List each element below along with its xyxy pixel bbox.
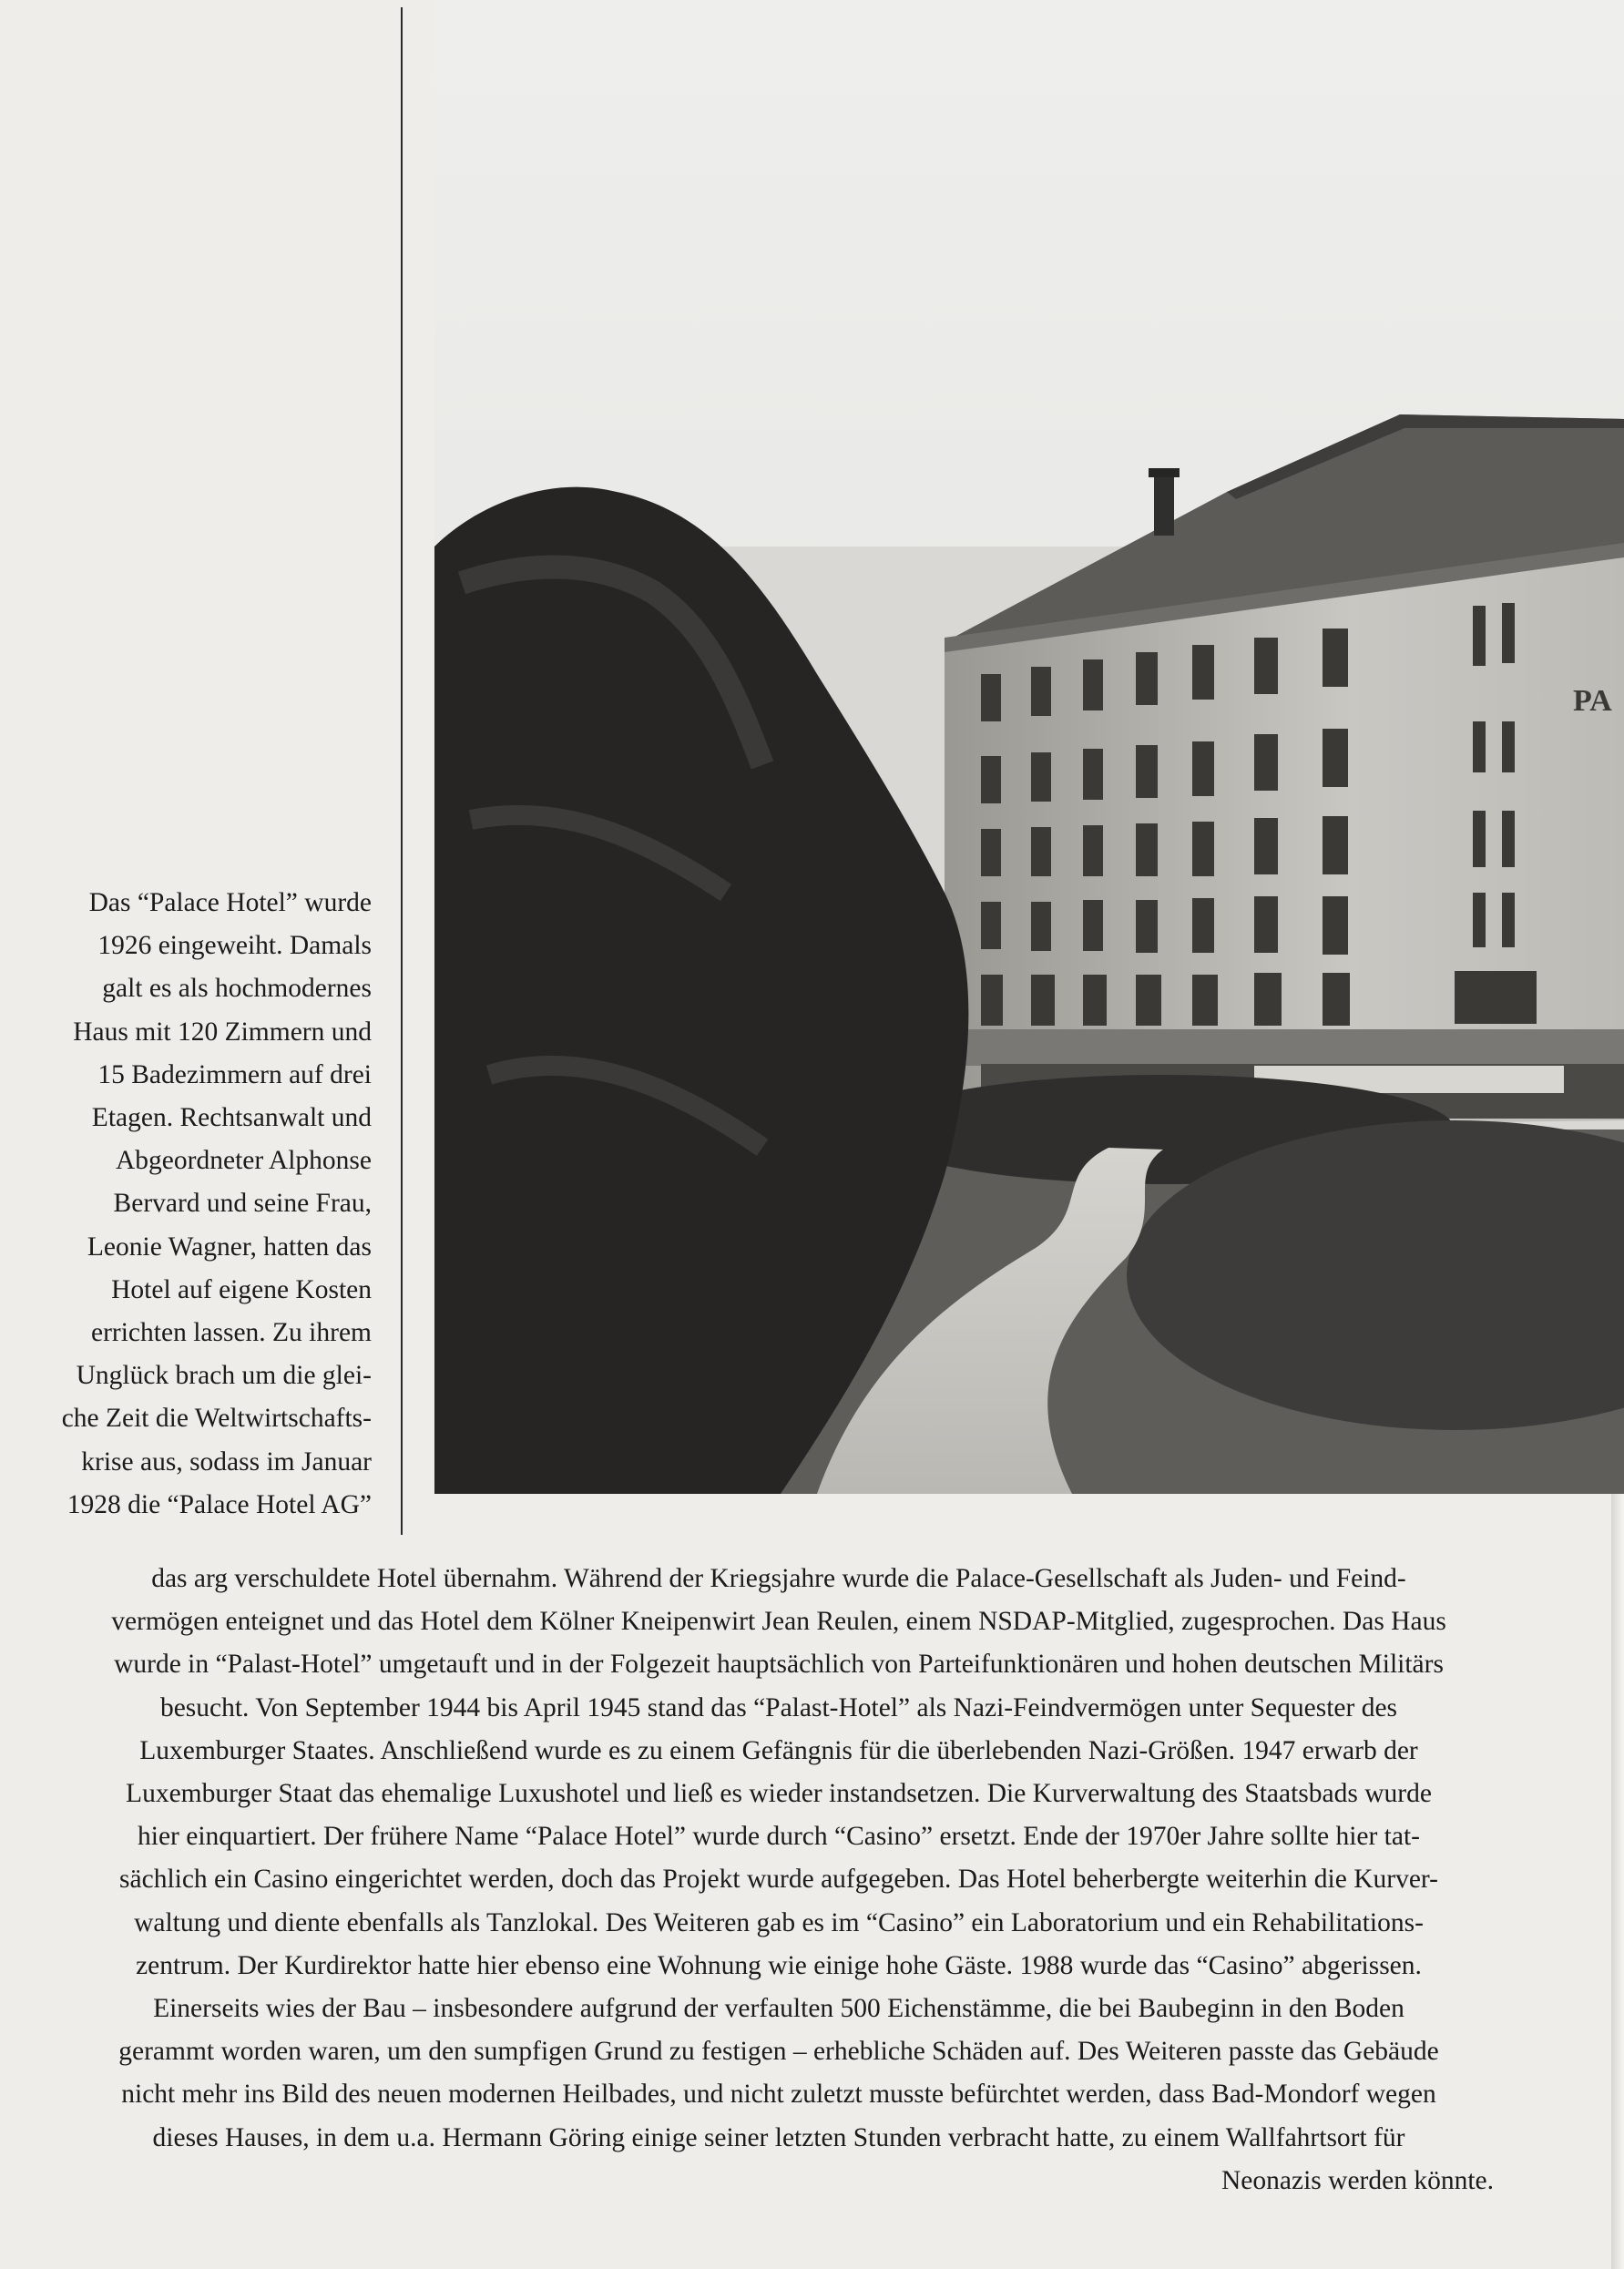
facade-lettering: PA bbox=[1573, 684, 1612, 718]
caption-line: galt es als hochmodernes bbox=[102, 974, 372, 1004]
photo-caption bbox=[27, 882, 372, 1527]
caption-line: Das “Palace Hotel” wurde bbox=[88, 888, 372, 917]
caption-line: Unglück brach um die glei- bbox=[76, 1361, 372, 1391]
body-line-last: Neonazis werden könnte. bbox=[1221, 2165, 1494, 2195]
caption-line: 15 Badezimmern auf drei bbox=[97, 1059, 372, 1089]
body-line: dieses Hauses, in dem u.a. Hermann Göring einige seiner letzten Stunden verbracht hatte, zu einem Wallfahrtsort für bbox=[152, 2122, 1405, 2152]
body-line: Luxemburger Staates. Anschließend wurde es zu einem Gefängnis für die überlebenden Nazi-Größen. 1947 erwarb der bbox=[139, 1735, 1418, 1765]
body-line: Luxemburger Staat das ehemalige Luxushotel und ließ es wieder instandsetzen. Die Kurverwaltung des Staatsbads wurde bbox=[126, 1779, 1432, 1809]
caption-line: krise aus, sodass im Januar bbox=[81, 1446, 372, 1477]
body-line: das arg verschuldete Hotel übernahm. Während der Kriegsjahre wurde die Palace-Gesellschaft als Juden- und Feind- bbox=[151, 1564, 1406, 1593]
body-line: zentrum. Der Kurdirektor hatte hier ebenso eine Wohnung wie einige hohe Gäste. 1988 wurde das “Casino” abgerissen. bbox=[136, 1950, 1422, 1980]
hotel-photo bbox=[434, 0, 1624, 1494]
caption-line: Bervard und seine Frau, bbox=[113, 1189, 372, 1219]
body-line: vermögen enteignet und das Hotel dem Kölner Kneipenwirt Jean Reulen, einem NSDAP-Mitglied, zugesprochen. Das Haus bbox=[111, 1607, 1446, 1637]
body-line: Einerseits wies der Bau – insbesondere aufgrund der verfaulten 500 Eichenstämme, die bei Baubeginn in den Boden bbox=[153, 1994, 1404, 2024]
body-line: gerammt worden waren, um den sumpfigen Grund zu festigen – erhebliche Schäden auf. Des Weiteren passte das Gebäude bbox=[118, 2037, 1439, 2067]
caption-line: Haus mit 120 Zimmern und bbox=[73, 1017, 372, 1047]
body-line: besucht. Von September 1944 bis April 1945 stand das “Palast-Hotel” als Nazi-Feindvermögen unter Sequester des bbox=[159, 1692, 1398, 1722]
caption-line: Leonie Wagner, hatten das bbox=[87, 1232, 372, 1262]
body-line: nicht mehr ins Bild des neuen modernen Heilbades, und nicht zuletzt musste befürchtet werden, dass Bad-Mondorf wegen bbox=[121, 2080, 1436, 2110]
body-line: sächlich ein Casino eingerichtet werden, doch das Projekt wurde aufgegeben. Das Hotel beherbergte weiterhin die Kurver- bbox=[119, 1865, 1438, 1895]
body-line: hier einquartiert. Der frühere Name “Palace Hotel” wurde durch “Casino” ersetzt. Ende der 1970er Jahre sollte hier tat- bbox=[138, 1822, 1420, 1852]
caption-line: 1926 eingeweiht. Damals bbox=[97, 931, 372, 961]
caption-line: Etagen. Rechtsanwalt und bbox=[91, 1103, 372, 1133]
caption-line: Abgeordneter Alphonse bbox=[116, 1146, 372, 1176]
caption-line: 1928 die “Palace Hotel AG” bbox=[66, 1489, 372, 1519]
caption-line: Hotel auf eigene Kosten bbox=[111, 1274, 372, 1304]
body-line: waltung und diente ebenfalls als Tanzlokal. Des Weiteren gab es im “Casino” ein Laboratorium und ein Rehabilitations- bbox=[134, 1907, 1424, 1937]
body-text bbox=[64, 1558, 1494, 2203]
vertical-rule bbox=[401, 7, 403, 1535]
caption-line: che Zeit die Weltwirtschafts- bbox=[61, 1404, 372, 1434]
body-line: wurde in “Palast-Hotel” umgetauft und in der Folgezeit hauptsächlich von Parteifunktionären und hohen deutschen Militärs bbox=[114, 1650, 1444, 1680]
caption-line: errichten lassen. Zu ihrem bbox=[91, 1318, 372, 1348]
